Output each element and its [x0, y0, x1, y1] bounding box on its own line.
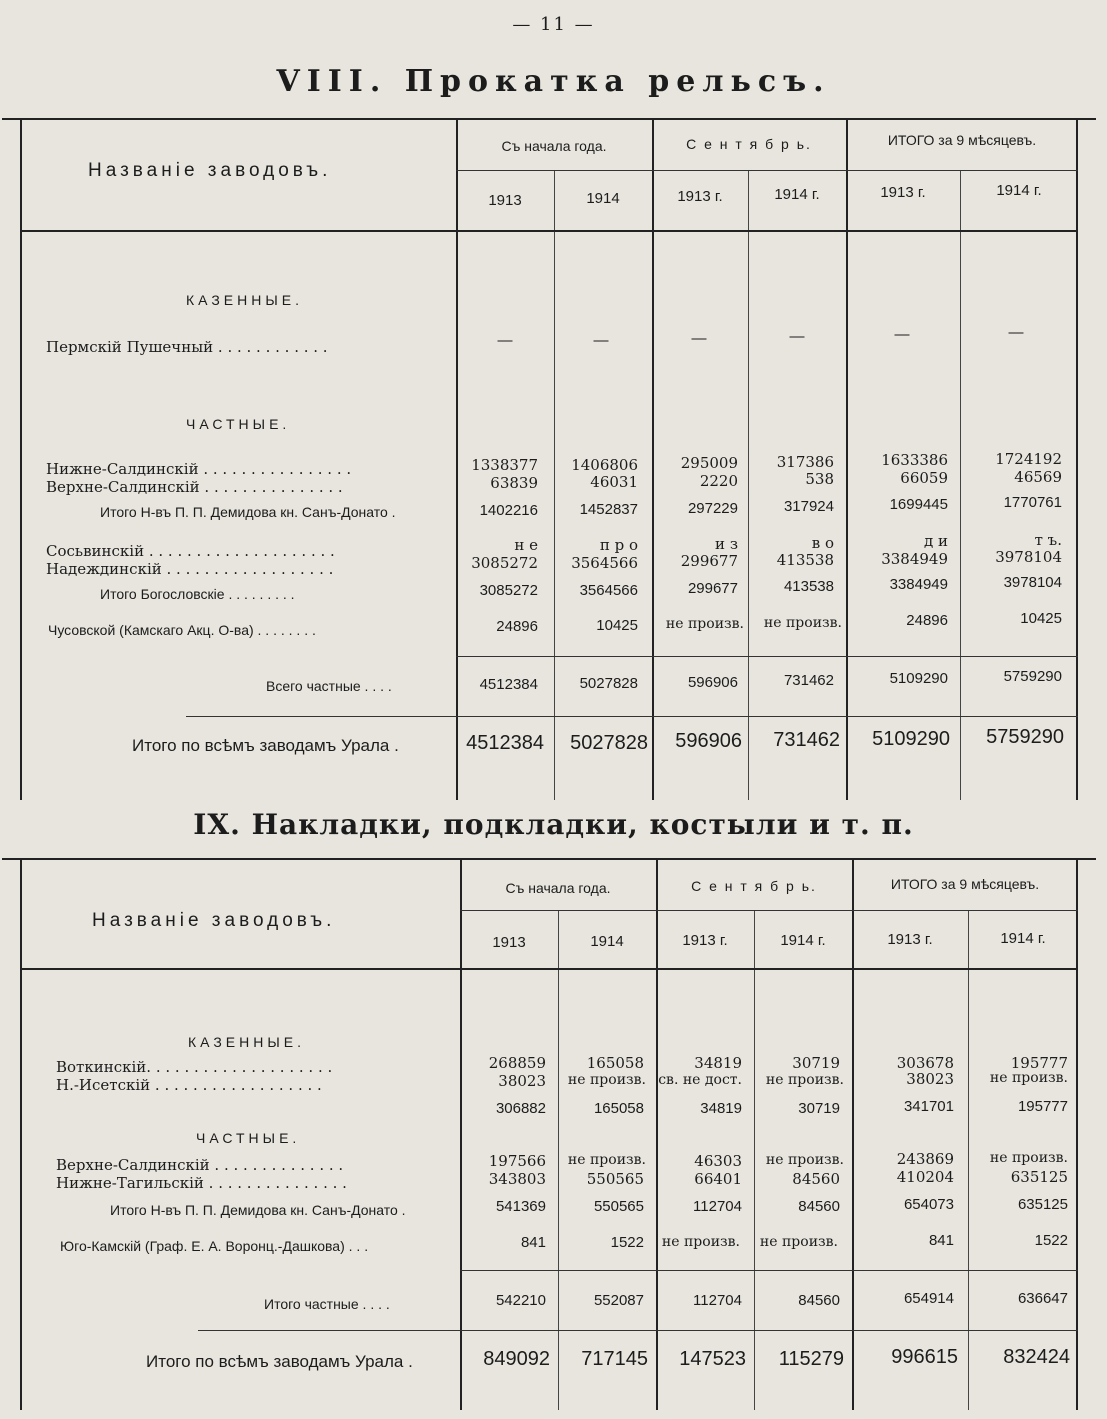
table-cell: 84560: [798, 1292, 840, 1309]
row-label-total-demidov: Итого Н-въ П. П. Демидова кн. Санъ-Донато .: [100, 504, 396, 520]
table-cell: 3978104: [995, 548, 1062, 566]
table-cell: 30719: [798, 1100, 840, 1117]
table-cell: не произв.: [665, 616, 744, 632]
column-year-1914: 1914: [586, 190, 620, 207]
row-label-grand-total: Итого по всѣмъ заводамъ Урала .: [146, 1352, 413, 1371]
perm-dash-5: —: [894, 326, 910, 343]
table-cell: 66401: [694, 1170, 742, 1188]
row-label-all-private: Всего частные . . . .: [266, 678, 392, 694]
table-cell: 5759290: [986, 726, 1064, 748]
table-cell: п р о: [599, 536, 638, 554]
table-cell: 1522: [1034, 1232, 1068, 1249]
row-label-total-private: Итого частные . . . .: [264, 1296, 390, 1312]
table-cell: 410204: [896, 1168, 954, 1186]
column-year-1914: 1914: [590, 933, 624, 950]
row-label-votkinsk: Воткинскій. . . . . . . . . . . . . . . . . . . .: [56, 1058, 333, 1076]
table-cell: не произв.: [759, 1234, 838, 1250]
column-sept-1913: 1913 г.: [682, 932, 728, 949]
table-cell: 297229: [687, 500, 738, 517]
table-cell: 1338377: [471, 456, 538, 474]
table-cell: 841: [928, 1232, 954, 1249]
table-cell: 165058: [586, 1054, 644, 1072]
table-cell: 3384949: [881, 550, 948, 568]
category-private: ЧАСТНЫЕ.: [186, 416, 291, 432]
table-cell: 3978104: [1003, 574, 1062, 591]
table-cell: 243869: [896, 1150, 954, 1168]
table-cell: т ъ.: [1034, 531, 1062, 549]
table-cell: 10425: [1020, 610, 1062, 627]
table-cell: не произв.: [567, 1072, 646, 1088]
table-cell: 303678: [896, 1054, 954, 1072]
table-cell: 541369: [495, 1198, 546, 1215]
table-cell: 5109290: [889, 670, 948, 687]
table-cell: 24896: [906, 612, 948, 629]
table-cell: 413538: [783, 578, 834, 595]
table-cell: 1633386: [881, 451, 948, 469]
row-label-nadezhdinsk: Надеждинскій . . . . . . . . . . . . . . . . . .: [46, 560, 334, 578]
table-cell: 1522: [610, 1234, 644, 1251]
table-cell: в о: [811, 534, 834, 552]
table-cell: 4512384: [466, 732, 544, 754]
table-cell: 30719: [792, 1054, 840, 1072]
table-cell: 46569: [1014, 468, 1062, 486]
perm-dash-6: —: [1008, 324, 1024, 341]
row-label-yugo-kamsk: Юго-Камскій (Граф. Е. А. Воронц.-Дашкова) . . .: [60, 1238, 369, 1254]
table-cell: н е: [514, 536, 538, 554]
table-cell: 550565: [586, 1170, 644, 1188]
table-cell: 34819: [694, 1054, 742, 1072]
table-cell: 112704: [693, 1198, 742, 1215]
table-cell: 1452837: [579, 501, 638, 518]
row-label-total-demidov: Итого Н-въ П. П. Демидова кн. Санъ-Донато .: [110, 1202, 406, 1218]
table-cell: 1724192: [995, 450, 1062, 468]
table-cell: 552087: [593, 1292, 644, 1309]
row-label-vsald: Верхне-Салдинскій . . . . . . . . . . . . . . .: [46, 478, 343, 496]
table-cell: не произв.: [763, 615, 842, 631]
table-cell: 1770761: [1003, 494, 1062, 511]
table-cell: 542210: [495, 1292, 546, 1309]
table-cell: 654073: [903, 1196, 954, 1213]
table-cell: 115279: [778, 1348, 844, 1370]
table-cell: 654914: [903, 1290, 954, 1307]
table-cell: 195777: [1010, 1054, 1068, 1072]
table-cell: 413538: [776, 551, 834, 569]
table-cell: 84560: [792, 1170, 840, 1188]
table-cell: 197566: [488, 1152, 546, 1170]
fasteners-table: [20, 858, 1078, 1410]
column-total-1913: 1913 г.: [887, 931, 933, 948]
category-state: КАЗЕННЫЕ.: [188, 1034, 305, 1050]
column-group-since-year-start: Съ начала года.: [501, 138, 607, 154]
row-label-nsald: Нижне-Салдинскій . . . . . . . . . . . . . . . .: [46, 460, 352, 478]
perm-dash-4: —: [789, 328, 805, 345]
table-cell: 550565: [593, 1198, 644, 1215]
table-cell: 38023: [498, 1072, 546, 1090]
table-cell: 3564566: [579, 582, 638, 599]
table-cell: 832424: [1003, 1346, 1070, 1368]
column-group-nine-months: ИТОГО за 9 мѣсяцевъ.: [890, 876, 1040, 892]
page-number: — 11 —: [512, 14, 595, 35]
column-group-since-year-start: Съ начала года.: [505, 880, 611, 896]
table-cell: св. не дост.: [658, 1072, 742, 1088]
row-label-chusovoy: Чусовской (Камскаго Акц. О-ва) . . . . . . . .: [48, 622, 316, 638]
table-cell: 3384949: [889, 576, 948, 593]
row-label-vsald: Верхне-Салдинскій . . . . . . . . . . . . . .: [56, 1156, 344, 1174]
column-year-1913: 1913: [488, 192, 522, 209]
row-label-grand-total: Итого по всѣмъ заводамъ Урала .: [132, 736, 399, 755]
column-group-september: С е н т я б р ь.: [686, 136, 812, 152]
table-cell: 38023: [906, 1070, 954, 1088]
table-cell: 341701: [903, 1098, 954, 1115]
column-group-nine-months: ИТОГО за 9 мѣсяцевъ.: [887, 132, 1037, 148]
table-cell: 268859: [488, 1054, 546, 1072]
column-total-1913: 1913 г.: [880, 184, 926, 201]
table-cell: д и: [923, 532, 948, 550]
column-sept-1914: 1914 г.: [780, 932, 826, 949]
table-cell: 841: [520, 1234, 546, 1251]
column-total-1914: 1914 г.: [1000, 930, 1046, 947]
column-header-name: Названіе заводовъ.: [88, 160, 332, 181]
row-label-perm: Пермскій Пушечный . . . . . . . . . . . .: [46, 338, 328, 356]
column-group-september: С е н т я б р ь.: [691, 878, 817, 894]
table-cell: 10425: [596, 617, 638, 634]
table-cell: и з: [715, 535, 738, 553]
table-cell: 717145: [581, 1348, 648, 1370]
row-label-ntagil: Нижне-Тагильскій . . . . . . . . . . . . . . .: [56, 1174, 347, 1192]
row-label-sosva: Сосьвинскій . . . . . . . . . . . . . . . . . . . .: [46, 542, 335, 560]
table-cell: 596906: [675, 730, 742, 752]
table-cell: 596906: [687, 674, 738, 691]
table-cell: 295009: [680, 454, 738, 472]
table-cell: 299677: [687, 580, 738, 597]
table-cell: не произв.: [989, 1150, 1068, 1166]
table-cell: 66059: [900, 469, 948, 487]
column-total-1914: 1914 г.: [996, 182, 1042, 199]
perm-dash-2: —: [593, 332, 609, 349]
column-sept-1913: 1913 г.: [677, 188, 723, 205]
perm-dash-3: —: [691, 330, 707, 347]
table-cell: 538: [805, 470, 834, 488]
perm-dash-1: —: [497, 332, 513, 349]
table-cell: 112704: [693, 1292, 742, 1309]
table-cell: 1402216: [479, 502, 538, 519]
table-cell: не произв.: [661, 1234, 740, 1250]
table-cell: 317386: [776, 453, 834, 471]
table-cell: 317924: [783, 498, 834, 515]
table-cell: не произв.: [567, 1152, 646, 1168]
column-sept-1914: 1914 г.: [774, 186, 820, 203]
table-cell: 306882: [495, 1100, 546, 1117]
table-cell: 3564566: [571, 554, 638, 572]
table-cell: 996615: [891, 1346, 958, 1368]
category-state: КАЗЕННЫЕ.: [186, 292, 303, 308]
table-cell: не произв.: [989, 1070, 1068, 1086]
category-private: ЧАСТНЫЕ.: [196, 1130, 301, 1146]
table-cell: 63839: [490, 474, 538, 492]
table-cell: 84560: [798, 1198, 840, 1215]
column-year-1913: 1913: [492, 934, 526, 951]
column-header-name: Названіе заводовъ.: [92, 910, 336, 931]
table-cell: 46303: [694, 1152, 742, 1170]
table-cell: не произв.: [765, 1152, 844, 1168]
row-label-n-isetsk: Н.-Исетскій . . . . . . . . . . . . . . . . . .: [56, 1076, 322, 1094]
table-cell: 195777: [1017, 1098, 1068, 1115]
table-cell: 46031: [590, 473, 638, 491]
section-title-fasteners: IX. Накладки, подкладки, костыли и т. п.: [193, 808, 914, 841]
row-label-total-bogoslov: Итого Богословскіе . . . . . . . . .: [100, 586, 295, 602]
table-cell: 147523: [679, 1348, 746, 1370]
table-cell: 5027828: [579, 675, 638, 692]
table-cell: 849092: [483, 1348, 550, 1370]
table-cell: 5109290: [872, 728, 950, 750]
table-cell: 34819: [700, 1100, 742, 1117]
table-cell: 635125: [1017, 1196, 1068, 1213]
table-cell: 636647: [1017, 1290, 1068, 1307]
table-cell: 5759290: [1003, 668, 1062, 685]
table-cell: 731462: [783, 672, 834, 689]
table-cell: 1699445: [889, 496, 948, 513]
table-cell: 635125: [1010, 1168, 1068, 1186]
section-title-rails: VIII. Прокатка рельсъ.: [276, 64, 831, 99]
table-cell: 3085272: [471, 554, 538, 572]
rails-table: [20, 118, 1078, 800]
table-cell: 4512384: [479, 676, 538, 693]
table-cell: не произв.: [765, 1072, 844, 1088]
table-cell: 2220: [699, 472, 738, 490]
table-cell: 731462: [773, 729, 840, 751]
table-cell: 343803: [488, 1170, 546, 1188]
table-cell: 5027828: [570, 732, 648, 754]
table-cell: 299677: [680, 552, 738, 570]
table-cell: 165058: [593, 1100, 644, 1117]
table-cell: 24896: [496, 618, 538, 635]
table-cell: 1406806: [571, 456, 638, 474]
table-cell: 3085272: [479, 582, 538, 599]
